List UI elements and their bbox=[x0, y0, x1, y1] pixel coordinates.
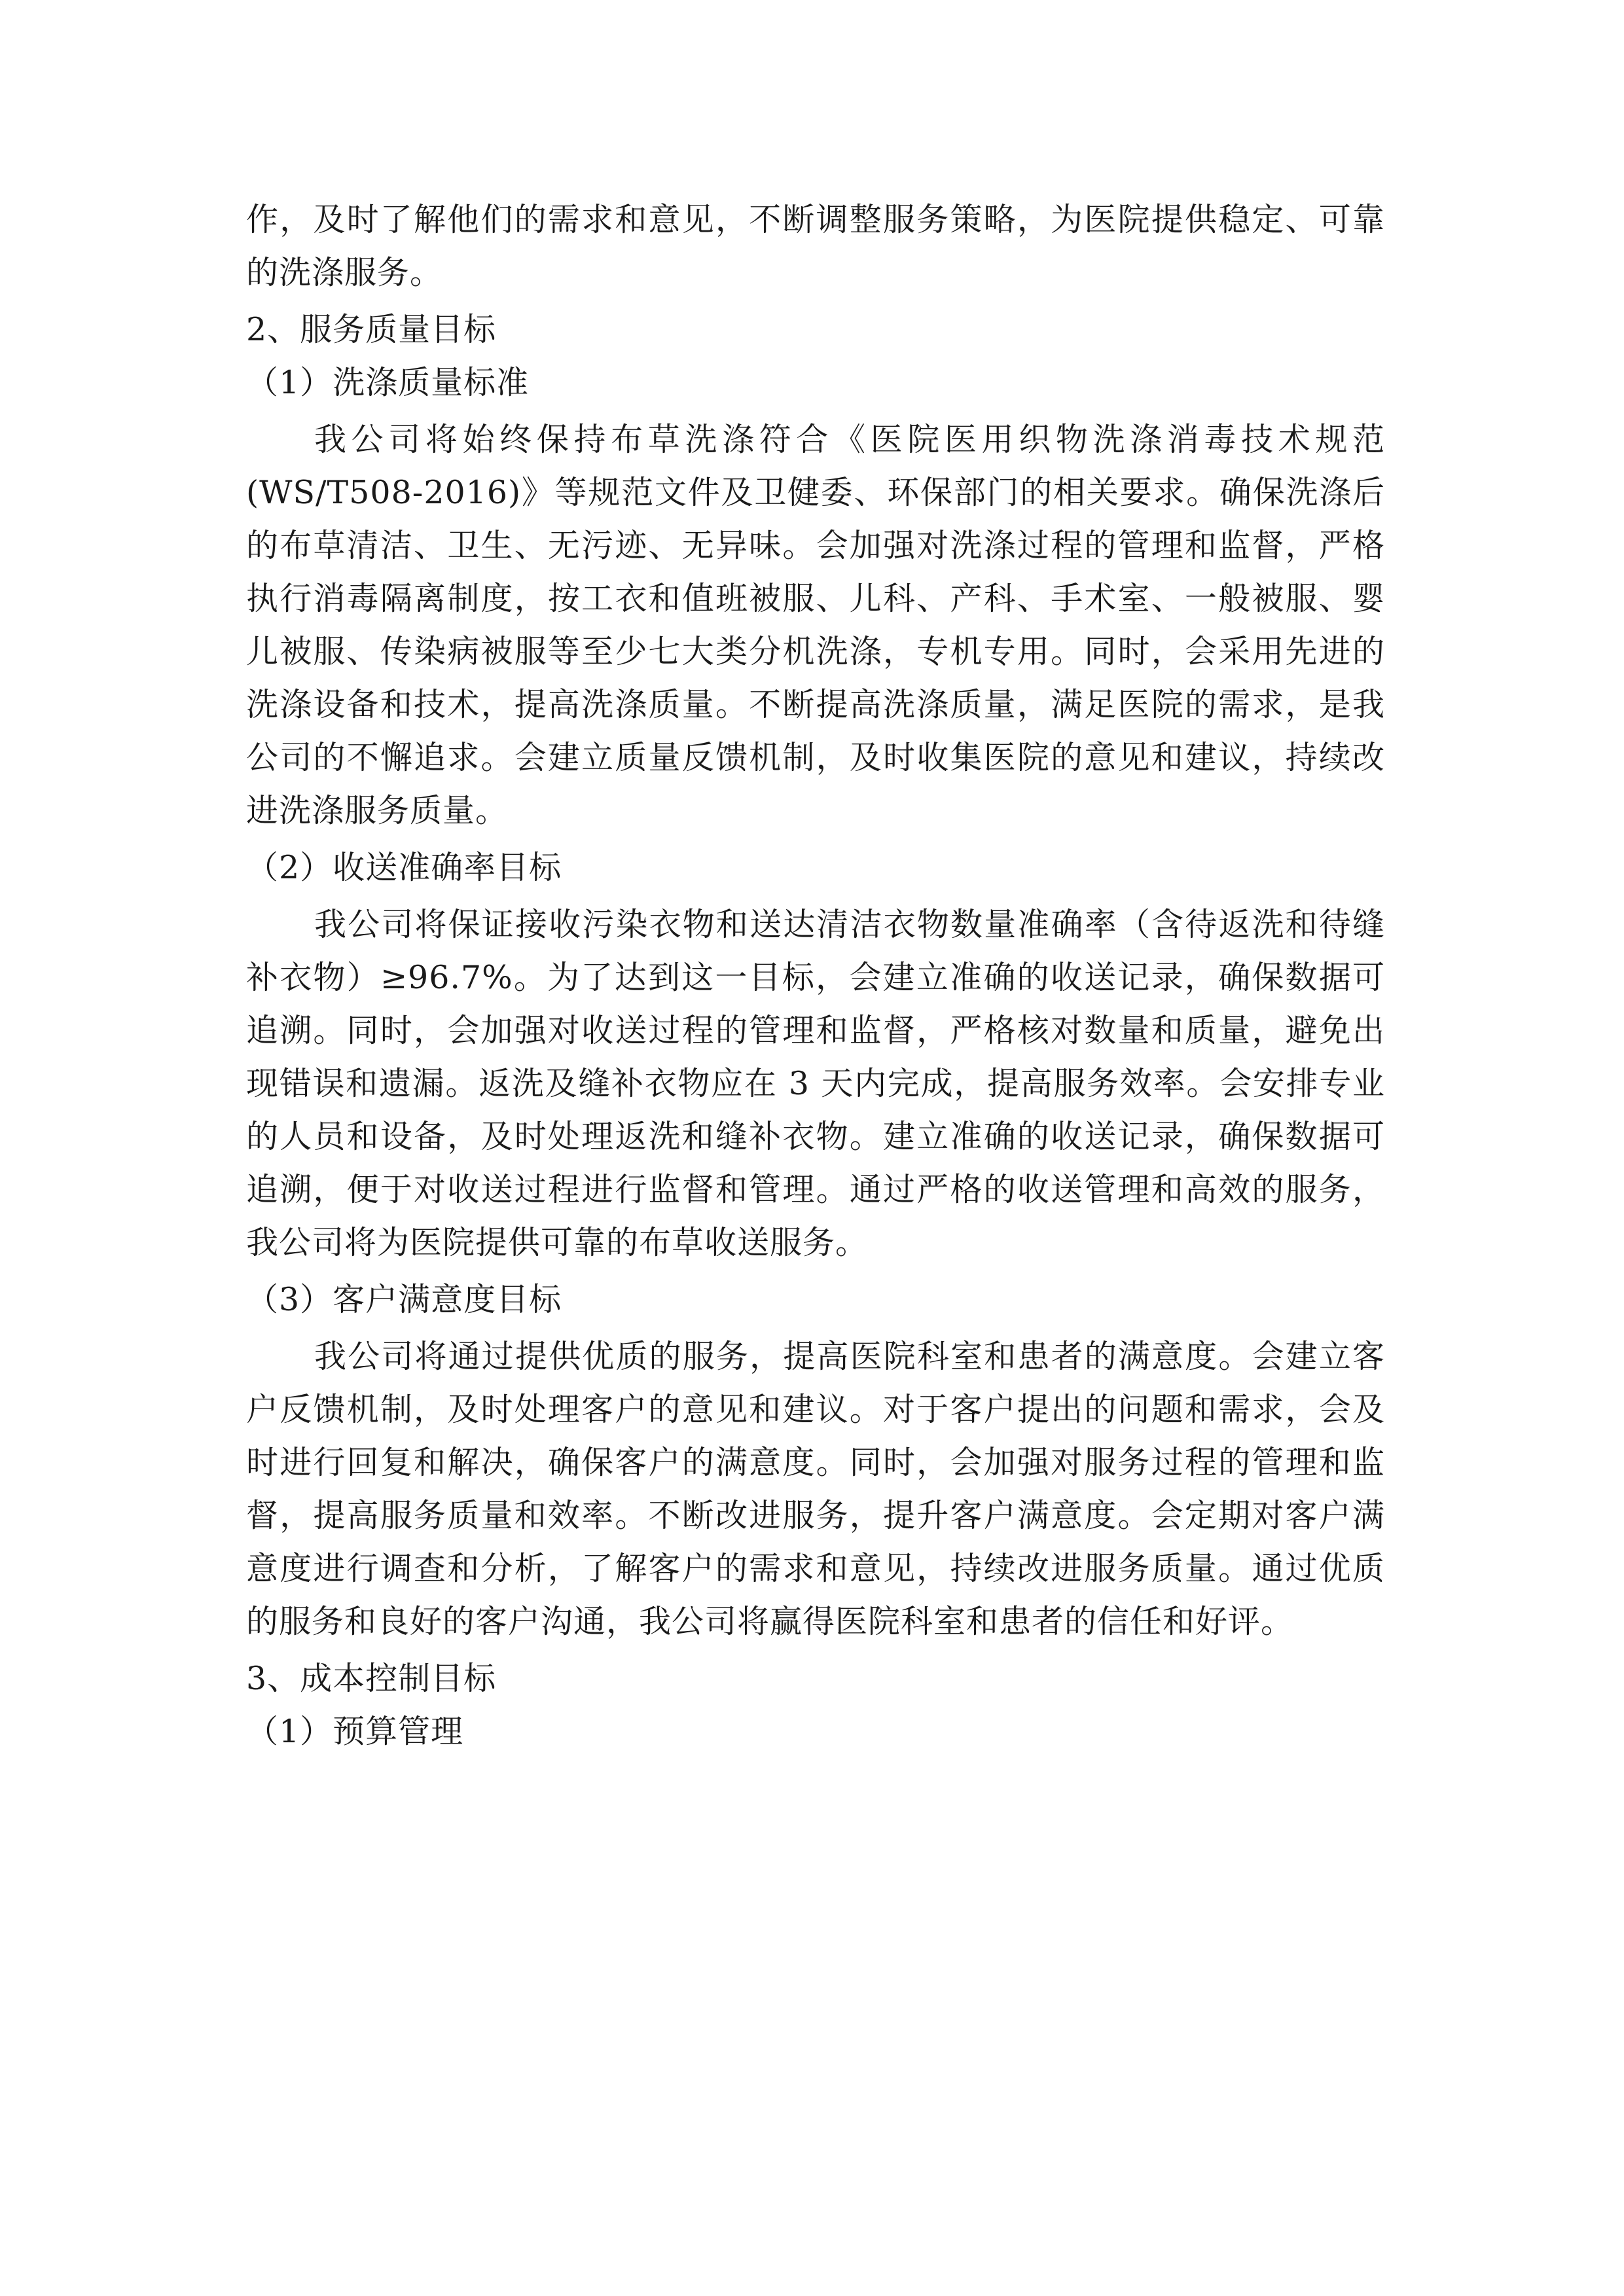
subsection-heading-budget-management: （1）预算管理 bbox=[246, 1713, 464, 1750]
subsection-heading-washing-quality: （1）洗涤质量标准 bbox=[246, 364, 530, 401]
paragraph-customer-satisfaction: 我公司将通过提供优质的服务，提高医院科室和患者的满意度。会建立客户反馈机制，及时处理客户的意见和建议。对于客户提出的问题和需求，会及时进行回复和解决，确保客户的满意度。同时，会加强对服务过程的管理和监督，提高服务质量和效率。不断改进服务，提升客户满意度。会定期对客户满意度进行调查和分析，了解客户的需求和意见，持续改进服务质量。通过优质的服务和良好的客户沟通，我公司将赢得医院科室和患者的信任和好评。 bbox=[246, 1338, 1385, 1640]
paragraph-washing-quality: 我公司将始终保持布草洗涤符合《医院医用织物洗涤消毒技术规范(WS/T508-2016)》等规范文件及卫健委、环保部门的相关要求。确保洗涤后的布草清洁、卫生、无污迹、无异味。会加强对洗涤过程的管理和监督，严格执行消毒隔离制度，按工衣和值班被服、儿科、产科、手术室、一般被服、婴儿被服、传染病被服等至少七大类分机洗涤，专机专用。同时，会采用先进的洗涤设备和技术，提高洗涤质量。不断提高洗涤质量，满足医院的需求，是我公司的不懈追求。会建立质量反馈机制，及时收集医院的意见和建议，持续改进洗涤服务质量。 bbox=[246, 421, 1385, 829]
subsection-heading-delivery-accuracy: （2）收送准确率目标 bbox=[246, 849, 562, 886]
document-body bbox=[246, 193, 1385, 1758]
paragraph-delivery-accuracy: 我公司将保证接收污染衣物和送达清洁衣物数量准确率（含待返洗和待缝补衣物）≥96.7%。为了达到这一目标，会建立准确的收送记录，确保数据可追溯。同时，会加强对收送过程的管理和监督，严格核对数量和质量，避免出现错误和遗漏。返洗及缝补衣物应在 3 天内完成，提高服务效率。会安排专业的人员和设备，及时处理返洗和缝补衣物。建立准确的收送记录，确保数据可追溯，便于对收送过程进行监督和管理。通过严格的收送管理和高效的服务，我公司将为医院提供可靠的布草收送服务。 bbox=[246, 906, 1385, 1261]
subsection-heading-customer-satisfaction: （3）客户满意度目标 bbox=[246, 1281, 562, 1318]
paragraph-continuation: 作，及时了解他们的需求和意见，不断调整服务策略，为医院提供稳定、可靠的洗涤服务。 bbox=[246, 201, 1385, 291]
section-heading-cost-control: 3、成本控制目标 bbox=[246, 1660, 497, 1697]
section-heading-service-quality: 2、服务质量目标 bbox=[246, 311, 497, 348]
